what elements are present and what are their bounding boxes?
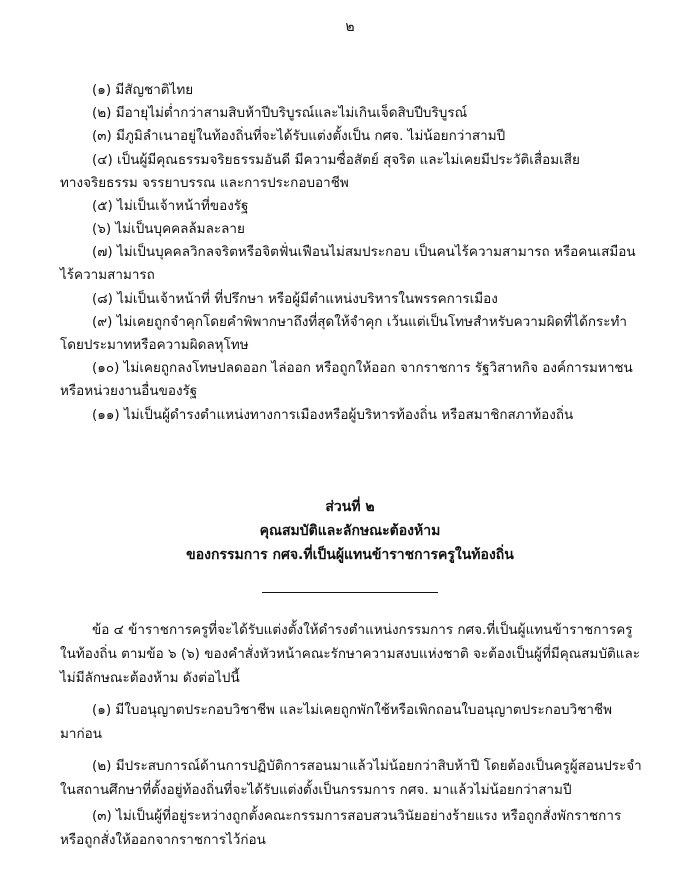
list-item-continuation: หรือหน่วยงานอื่นของรัฐ — [60, 383, 198, 399]
list-item-continuation: ทางจริยธรรม จรรยาบรรณ และการประกอบอาชีพ — [60, 175, 349, 191]
list-item: (๑๑) ไม่เป็นผู้ดำรงตำแหน่งทางการเมืองหรือผู้บริหารท้องถิ่น หรือสมาชิกสภาท้องถิ่น — [92, 407, 574, 423]
list-item-continuation: โดยประมาทหรือความผิดลหุโทษ — [60, 337, 249, 353]
list-item: (๘) ไม่เป็นเจ้าหน้าที่ ที่ปรึกษา หรือผู้มีตำแหน่งบริหารในพรรคการเมือง — [92, 291, 498, 307]
list-item: (๕) ไม่เป็นเจ้าหน้าที่ของรัฐ — [92, 198, 249, 214]
list-item: (๑) มีใบอนุญาตประกอบวิชาชีพ และไม่เคยถูกพักใช้หรือเพิกถอนใบอนุญาตประกอบวิชาชีพ — [92, 702, 612, 718]
list-item-continuation: ไร้ความสามารถ — [60, 267, 155, 283]
paragraph-line: ในท้องถิ่น ตามข้อ ๖ (๖) ของคำสั่งหัวหน้าคณะรักษาความสงบแห่งชาติ จะต้องเป็นผู้ที่มีคุณสมบัติและ — [60, 646, 640, 662]
list-item: (๓) ไม่เป็นผู้ที่อยู่ระหว่างถูกตั้งคณะกรรมการสอบสวนวินัยอย่างร้ายแรง หรือถูกสั่งพักราชการ — [92, 808, 622, 824]
list-item: (๑๐) ไม่เคยถูกลงโทษปลดออก ไล่ออก หรือถูกให้ออก จากราชการ รัฐวิสาหกิจ องค์การมหาชน — [92, 360, 633, 376]
list-item: (๓) มีภูมิลำเนาอยู่ในท้องถิ่นที่จะได้รับแต่งตั้งเป็น กศจ. ไม่น้อยกว่าสามปี — [92, 128, 506, 144]
list-item-continuation: ในสถานศึกษาที่ตั้งอยู่ท้องถิ่นที่จะได้รับแต่งตั้งเป็นกรรมการ กศจ. มาแล้วไม่น้อยกว่าสามปี — [60, 782, 572, 798]
page-number: ๒ — [345, 19, 355, 35]
list-item-continuation: หรือถูกสั่งให้ออกจากราชการไว้ก่อน — [60, 832, 266, 848]
list-item-continuation: มาก่อน — [60, 726, 102, 742]
list-item: (๗) ไม่เป็นบุคคลวิกลจริตหรือจิตฟั่นเฟือนไม่สมประกอบ เป็นคนไร้ความสามารถ หรือคนเสมือน — [92, 244, 636, 260]
section-subtitle: คุณสมบัติและลักษณะต้องห้าม — [259, 523, 441, 539]
list-item: (๒) มีประสบการณ์ด้านการปฏิบัติการสอนมาแล้วไม่น้อยกว่าสิบห้าปี โดยต้องเป็นครูผู้สอนประจำ — [92, 758, 642, 774]
list-item: (๔) เป็นผู้มีคุณธรรมจริยธรรมอันดี มีความซื่อสัตย์ สุจริต และไม่เคยมีประวัติเสื่อมเสีย — [92, 152, 580, 168]
list-item: (๙) ไม่เคยถูกจำคุกโดยคำพิพากษาถึงที่สุดให้จำคุก เว้นแต่เป็นโทษสำหรับความผิดที่ได้กระทำ — [92, 314, 627, 330]
paragraph-line: ข้อ ๔ ข้าราชการครูที่จะได้รับแต่งตั้งให้ดำรงตำแหน่งกรรมการ กศจ.ที่เป็นผู้แทนข้าราชการครู — [92, 622, 633, 638]
section-subtitle: ของกรรมการ กศจ.ที่เป็นผู้แทนข้าราชการครูในท้องถิ่น — [186, 547, 514, 563]
list-item: (๖) ไม่เป็นบุคคลล้มละลาย — [92, 221, 245, 237]
section-title: ส่วนที่ ๒ — [325, 499, 375, 515]
list-item: (๒) มีอายุไม่ต่ำกว่าสามสิบห้าปีบริบูรณ์และไม่เกินเจ็ดสิบปีบริบูรณ์ — [92, 105, 468, 121]
section-divider — [262, 592, 438, 593]
list-item: (๑) มีสัญชาติไทย — [92, 82, 194, 98]
paragraph-line: ไม่มีลักษณะต้องห้าม ดังต่อไปนี้ — [60, 670, 240, 686]
